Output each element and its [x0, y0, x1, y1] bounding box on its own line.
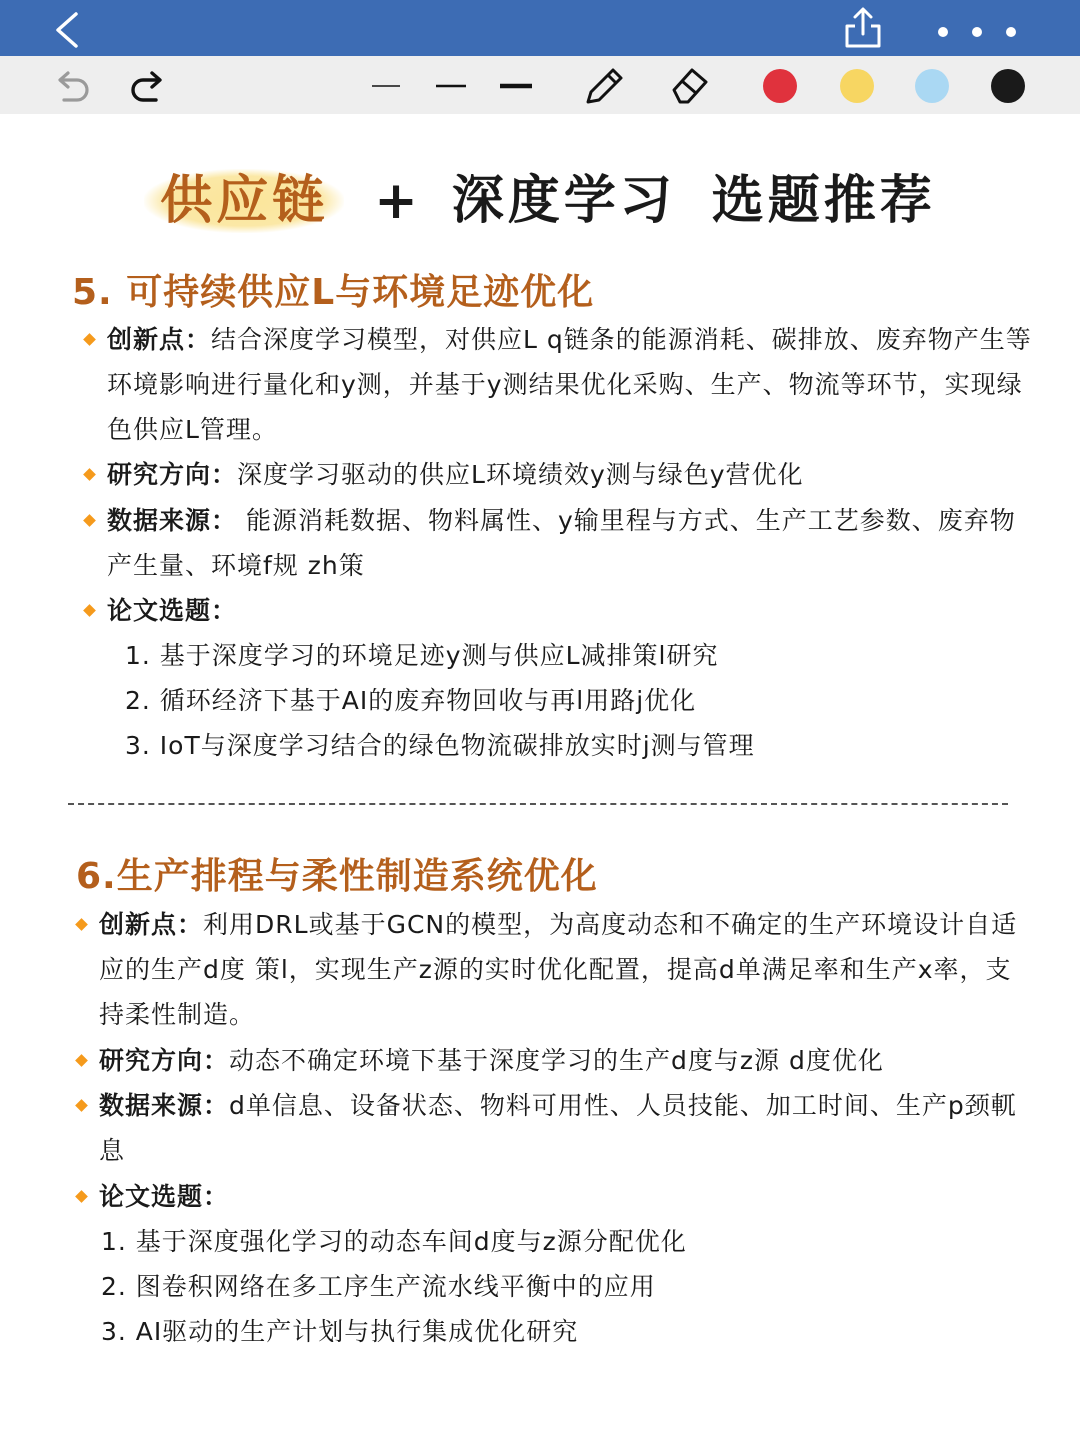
section-heading: 5. 可持续供应L与环境足迹优化 — [72, 272, 595, 313]
section-divider — [68, 803, 1008, 805]
topic-item: 1. 基于深度强化学习的动态车间d度与z源分配优化 — [101, 1227, 687, 1256]
bullet-diamond-icon — [83, 333, 96, 346]
topic-item: 2. 循环经济下基于AI的废弃物回收与再l用路j优化 — [125, 686, 697, 715]
thin-stroke-icon[interactable] — [368, 72, 404, 100]
topic-item: 2. 图卷积网络在多工序生产流水线平衡中的应用 — [101, 1272, 656, 1301]
title-part1: 深度学习 — [451, 171, 676, 231]
undo-icon[interactable] — [50, 66, 92, 106]
data-source-label: 数据来源： — [99, 1091, 230, 1120]
color-black-swatch[interactable] — [991, 69, 1025, 103]
section-heading: 6.生产排程与柔性制造系统优化 — [76, 856, 598, 897]
topic-item: 3. AI驱动的生产计划与执行集成优化研究 — [101, 1317, 579, 1346]
thick-stroke-icon[interactable] — [496, 72, 536, 100]
bullet-diamond-icon — [75, 1054, 88, 1067]
color-blue-swatch[interactable] — [915, 69, 949, 103]
share-icon[interactable] — [842, 6, 884, 50]
innovation-item — [107, 317, 1037, 452]
data-source-item — [107, 498, 1037, 588]
direction-item — [99, 1038, 1029, 1083]
drawing-toolbar — [0, 56, 1080, 114]
data-source-text: d单信息、设备状态、物料可用性、人员技能、加工时间、生产p颈軏息 — [99, 1091, 1017, 1165]
innovation-label: 创新点： — [99, 910, 204, 939]
innovation-text: 结合深度学习模型，对供应L q链条的能源消耗、碳排放、废弃物产生等环境影响进行量化和y测，并基于y测结果优化采购、生产、物流等环节，实现绿色供应L管理。 — [107, 325, 1032, 444]
back-icon[interactable] — [48, 10, 88, 50]
bullet-diamond-icon — [75, 1190, 88, 1203]
pencil-icon[interactable] — [580, 62, 628, 108]
innovation-text: 利用DRL或基于GCN的模型，为高度动态和不确定的生产环境设计自适应的生产d度 策l，实现生产z源的实时优化配置，提高d单满足率和生产x率，支持柔性制造。 — [99, 910, 1018, 1029]
redo-icon[interactable] — [128, 66, 170, 106]
data-source-text: 能源消耗数据、物料属性、y输里程与方式、生产工艺参数、废弃物产生量、环境f规 zh策 — [107, 506, 1016, 580]
topic-item: 1. 基于深度学习的环境足迹y测与供应L减排策l研究 — [125, 641, 719, 670]
topics-label: 论文选题： — [99, 1182, 230, 1211]
bullet-diamond-icon — [83, 514, 96, 527]
color-yellow-swatch[interactable] — [840, 69, 874, 103]
top-bar — [0, 0, 1080, 56]
bullet-diamond-icon — [83, 604, 96, 617]
innovation-item — [99, 902, 1029, 1037]
topics-label: 论文选题： — [107, 596, 238, 625]
title-highlight: 供应链 — [144, 169, 344, 233]
direction-item — [107, 452, 1037, 497]
color-red-swatch[interactable] — [763, 69, 797, 103]
title-part2: 选题推荐 — [711, 171, 936, 231]
topic-item: 3. IoT与深度学习结合的绿色物流碳排放实时j测与管理 — [125, 731, 755, 760]
innovation-label: 创新点： — [107, 325, 212, 354]
eraser-icon[interactable] — [664, 62, 714, 108]
data-source-label: 数据来源： — [107, 506, 238, 535]
bullet-diamond-icon — [83, 468, 96, 481]
direction-text: 动态不确定环境下基于深度学习的生产d度与z源 d度优化 — [229, 1046, 884, 1075]
direction-label: 研究方向： — [99, 1046, 230, 1075]
medium-stroke-icon[interactable] — [432, 72, 470, 100]
bullet-diamond-icon — [75, 918, 88, 931]
bullet-diamond-icon — [75, 1099, 88, 1112]
note-content — [0, 114, 1080, 1440]
page-title — [0, 158, 1080, 230]
topics-item — [99, 1174, 1029, 1219]
topics-item — [107, 588, 1037, 633]
direction-label: 研究方向： — [107, 460, 238, 489]
more-options-icon[interactable] — [928, 18, 1028, 46]
data-source-item — [99, 1083, 1029, 1173]
title-plus: + — [374, 171, 422, 231]
direction-text: 深度学习驱动的供应L环境绩效y测与绿色y营优化 — [237, 460, 804, 489]
